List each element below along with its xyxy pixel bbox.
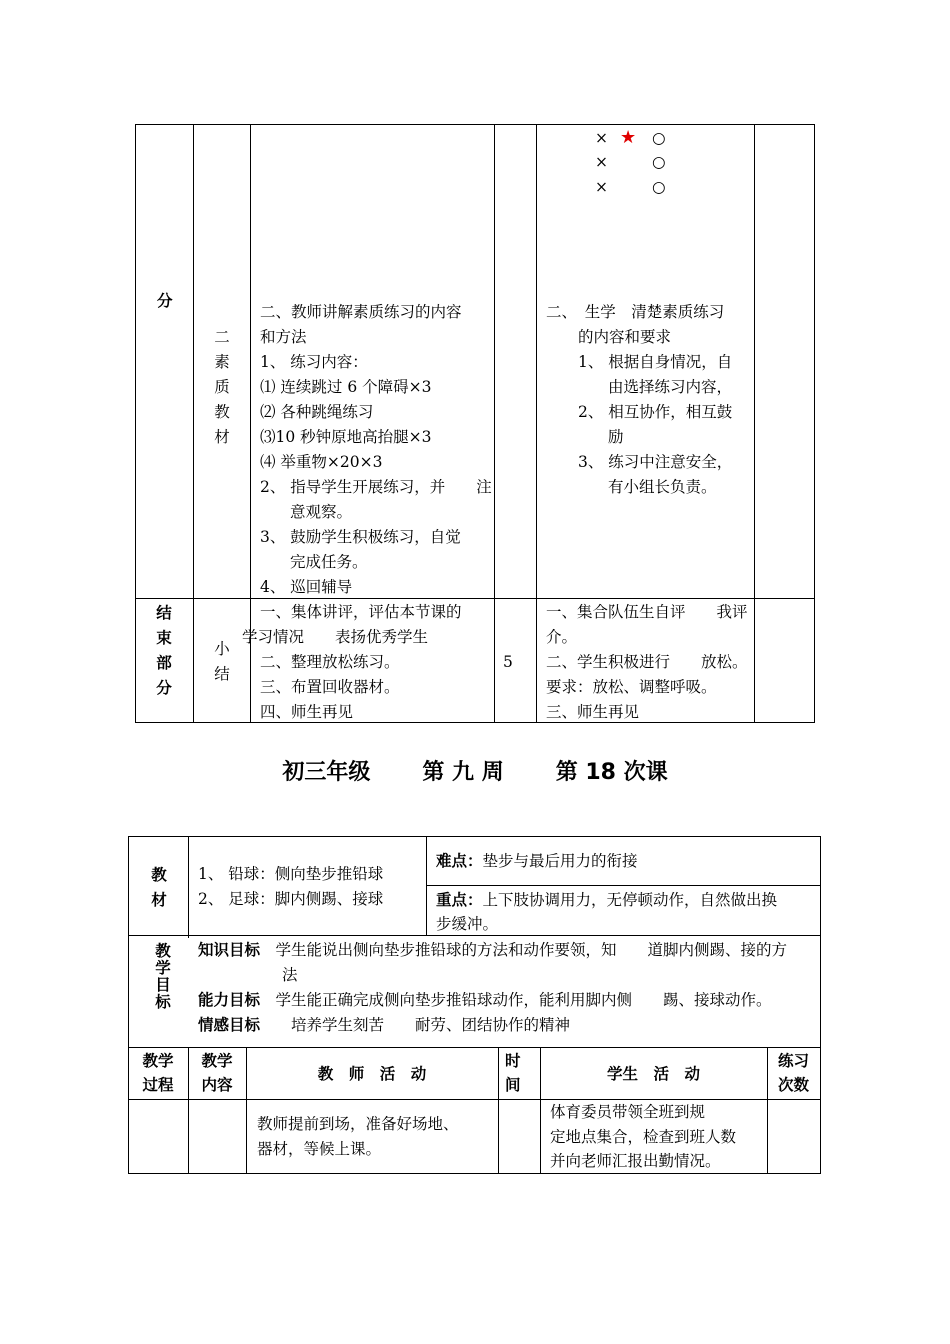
header-process: 教学 过程 <box>142 1052 174 1094</box>
emotion-goal: 情感目标 培养学生刻苦 耐劳、团结协作的精神 <box>198 1016 571 1034</box>
lesson-heading <box>0 755 950 786</box>
material-2: 2、 足球：脚内侧踢、接球 <box>198 890 384 908</box>
header-teacher: 教 师 活 动 <box>317 1065 427 1083</box>
skill-goal: 能力目标 学生能正确完成侧向垫步推铅球动作，能利用脚内侧 踢、接球动作。 <box>198 991 772 1009</box>
week: 第 九 周 <box>422 760 504 785</box>
key-point: 重点：上下肢协调用力，无停顿动作，自然做出换 <box>436 891 778 909</box>
end-content-label: 小 结 <box>214 640 230 683</box>
end-time: 5 <box>503 653 513 671</box>
difficulty: 难点：垫步与最后用力的衔接 <box>436 852 638 870</box>
stage-label: 分 <box>157 292 173 310</box>
row1-teacher-cont: 器材，等候上课。 <box>257 1140 382 1158</box>
table-1: 分 二 素 质 教 材 二、教师讲解素质练习的内容 和方法 1、 练习内容： ⑴ 连续跳过 6 个障碍×3 ⑵ 各种跳绳练习 ⑶10 秒钟原地高抬腿×3 ⑷ 举重物×20×3 2、 指导学生开展练习，并 注 意观察。 3、 鼓励学生积极练习，自觉 完成任务。 4、 巡回辅导 × ★ ○ × ○ × ○ 二、 生学 清楚素质练习 的内容和要求 1、 根据自身情况，自 由选择练习内容， 2、 相互协作，相互鼓 励 3、 练习中注意安全， 有小组长负责。 结 束 部 分 小 结 一、集体讲评，评估本节课的 学习情况 表扬优秀学生 二、整理放松练习。 三、布置回收器材。 四、师生再见 5 一、集合队伍生自评 我评 介。 二、学生积极进行 放松。 要求：放松、调整呼吸。 三、师生再见 <box>0 0 950 730</box>
content-label: 二 素 质 教 材 <box>214 328 230 446</box>
row1-student-cont2: 并向老师汇报出勤情况。 <box>550 1152 721 1170</box>
header-reps: 练习 次数 <box>777 1052 809 1094</box>
goals-label: 教 学 目 标 <box>155 942 171 1011</box>
material-1: 1、 铅球：侧向垫步推铅球 <box>198 865 384 883</box>
row1-student-cont: 定地点集合，检查到班人数 <box>550 1128 737 1146</box>
table-2 <box>0 830 950 1180</box>
end-stage-label: 结 束 部 分 <box>156 604 172 697</box>
header-content: 教学 内容 <box>201 1052 233 1094</box>
knowledge-goal: 知识目标 学生能说出侧向垫步推铅球的方法和动作要领，知 道脚内侧踢、接的方 <box>198 941 788 959</box>
key-point-cont: 步缓冲。 <box>436 915 499 933</box>
grade: 初三年级 <box>282 760 371 785</box>
row1-teacher: 教师提前到场，准备好场地、 <box>257 1115 459 1133</box>
row1-student: 体育委员带领全班到规 <box>550 1103 706 1121</box>
materials-label: 教 材 <box>151 866 167 909</box>
knowledge-goal-cont: 法 <box>282 966 298 984</box>
star-icon: ★ <box>620 127 637 148</box>
header-time: 时 间 <box>505 1052 521 1094</box>
lesson-number: 第 18 次课 <box>555 760 668 785</box>
header-student: 学生 活 动 <box>606 1065 700 1083</box>
